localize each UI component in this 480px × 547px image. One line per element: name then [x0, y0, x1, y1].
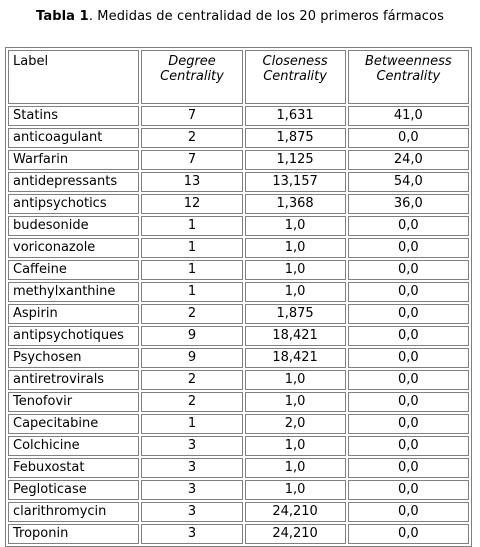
cell-closeness: 1,125 — [245, 150, 346, 170]
table-row — [8, 238, 469, 258]
cell-closeness: 1,0 — [245, 370, 346, 390]
cell-betweenness: 0,0 — [348, 458, 469, 478]
cell-label: budesonide — [8, 216, 139, 236]
header-betweenness-centrality: Betweenness Centrality — [348, 50, 469, 104]
cell-closeness: 1,0 — [245, 260, 346, 280]
cell-closeness: 1,0 — [245, 392, 346, 412]
cell-label: antipsychotiques — [8, 326, 139, 346]
caption-text: . Medidas de centralidad de los 20 primeros fármacos — [88, 9, 444, 24]
cell-label: Caffeine — [8, 260, 139, 280]
cell-label: Capecitabine — [8, 414, 139, 434]
cell-closeness: 1,0 — [245, 216, 346, 236]
cell-betweenness: 0,0 — [348, 282, 469, 302]
cell-degree: 2 — [141, 392, 242, 412]
cell-betweenness: 0,0 — [348, 326, 469, 346]
table-row — [8, 172, 469, 192]
cell-label: antiretrovirals — [8, 370, 139, 390]
cell-label: voriconazole — [8, 238, 139, 258]
cell-degree: 3 — [141, 458, 242, 478]
table-row — [8, 392, 469, 412]
cell-label: Colchicine — [8, 436, 139, 456]
cell-betweenness: 0,0 — [348, 348, 469, 368]
cell-degree: 13 — [141, 172, 242, 192]
cell-closeness: 1,0 — [245, 282, 346, 302]
cell-label: Troponin — [8, 524, 139, 544]
table-row — [8, 348, 469, 368]
header-label: Label — [8, 50, 139, 104]
table-row — [8, 216, 469, 236]
table-body — [8, 50, 469, 544]
table-row — [8, 370, 469, 390]
table-row — [8, 304, 469, 324]
table-row — [8, 106, 469, 126]
cell-label: clarithromycin — [8, 502, 139, 522]
cell-closeness: 1,875 — [245, 304, 346, 324]
cell-closeness: 1,0 — [245, 238, 346, 258]
cell-degree: 1 — [141, 260, 242, 280]
cell-degree: 1 — [141, 414, 242, 434]
cell-betweenness: 0,0 — [348, 128, 469, 148]
cell-betweenness: 0,0 — [348, 436, 469, 456]
table-row — [8, 326, 469, 346]
table-row — [8, 480, 469, 500]
table-row — [8, 150, 469, 170]
cell-betweenness: 0,0 — [348, 238, 469, 258]
cell-closeness: 18,421 — [245, 348, 346, 368]
table-row — [8, 436, 469, 456]
header-degree-centrality: Degree Centrality — [141, 50, 242, 104]
cell-closeness: 1,0 — [245, 436, 346, 456]
cell-betweenness: 36,0 — [348, 194, 469, 214]
cell-closeness: 1,0 — [245, 480, 346, 500]
cell-closeness: 1,631 — [245, 106, 346, 126]
cell-degree: 1 — [141, 238, 242, 258]
cell-betweenness: 0,0 — [348, 370, 469, 390]
cell-degree: 1 — [141, 282, 242, 302]
cell-degree: 2 — [141, 128, 242, 148]
cell-degree: 3 — [141, 502, 242, 522]
cell-degree: 9 — [141, 326, 242, 346]
cell-closeness: 1,368 — [245, 194, 346, 214]
cell-betweenness: 0,0 — [348, 414, 469, 434]
table-row — [8, 260, 469, 280]
cell-closeness: 2,0 — [245, 414, 346, 434]
cell-degree: 12 — [141, 194, 242, 214]
cell-betweenness: 41,0 — [348, 106, 469, 126]
cell-label: Tenofovir — [8, 392, 139, 412]
cell-degree: 3 — [141, 480, 242, 500]
cell-betweenness: 0,0 — [348, 524, 469, 544]
cell-degree: 2 — [141, 370, 242, 390]
cell-closeness: 18,421 — [245, 326, 346, 346]
table-row — [8, 414, 469, 434]
cell-degree: 3 — [141, 524, 242, 544]
cell-betweenness: 0,0 — [348, 480, 469, 500]
table-caption — [0, 9, 480, 25]
cell-betweenness: 24,0 — [348, 150, 469, 170]
cell-betweenness: 0,0 — [348, 216, 469, 236]
cell-label: Statins — [8, 106, 139, 126]
table-row — [8, 458, 469, 478]
cell-degree: 9 — [141, 348, 242, 368]
cell-label: Psychosen — [8, 348, 139, 368]
cell-betweenness: 0,0 — [348, 260, 469, 280]
cell-label: antidepressants — [8, 172, 139, 192]
cell-degree: 1 — [141, 216, 242, 236]
cell-betweenness: 0,0 — [348, 392, 469, 412]
cell-betweenness: 0,0 — [348, 304, 469, 324]
cell-closeness: 1,0 — [245, 458, 346, 478]
table-row — [8, 128, 469, 148]
cell-label: methylxanthine — [8, 282, 139, 302]
cell-closeness: 1,875 — [245, 128, 346, 148]
cell-label: anticoagulant — [8, 128, 139, 148]
cell-label: antipsychotics — [8, 194, 139, 214]
cell-label: Febuxostat — [8, 458, 139, 478]
table-row — [8, 502, 469, 522]
cell-closeness: 24,210 — [245, 502, 346, 522]
cell-closeness: 13,157 — [245, 172, 346, 192]
cell-degree: 7 — [141, 106, 242, 126]
table-row — [8, 194, 469, 214]
table-row — [8, 524, 469, 544]
cell-degree: 7 — [141, 150, 242, 170]
cell-label: Pegloticase — [8, 480, 139, 500]
table-row — [8, 282, 469, 302]
caption-label: Tabla 1 — [36, 9, 89, 24]
cell-degree: 3 — [141, 436, 242, 456]
header-closeness-centrality: Closeness Centrality — [245, 50, 346, 104]
centrality-table — [5, 47, 472, 547]
cell-betweenness: 54,0 — [348, 172, 469, 192]
cell-label: Warfarin — [8, 150, 139, 170]
table-header-row — [8, 50, 469, 104]
cell-closeness: 24,210 — [245, 524, 346, 544]
cell-betweenness: 0,0 — [348, 502, 469, 522]
cell-degree: 2 — [141, 304, 242, 324]
cell-label: Aspirin — [8, 304, 139, 324]
